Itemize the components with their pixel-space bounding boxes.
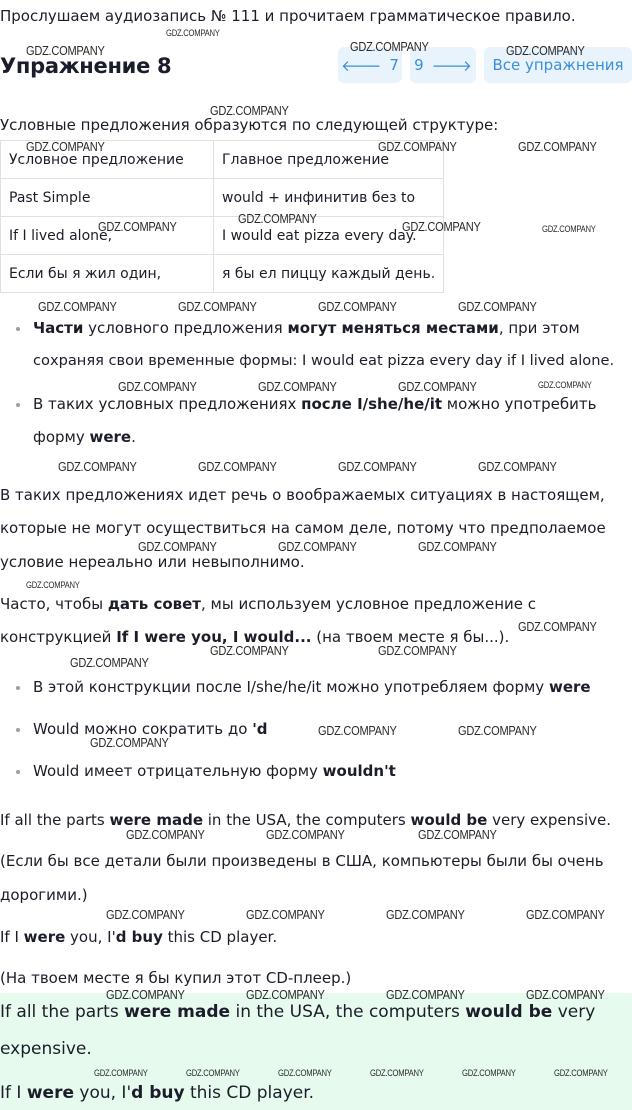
table-cell: Если бы я жил один, xyxy=(1,255,214,293)
watermark: GDZ.COMPANY xyxy=(186,1068,240,1078)
watermark: GDZ.COMPANY xyxy=(526,987,605,1002)
example-translation: (На твоем месте я бы купил этот CD-плеер.) xyxy=(0,969,352,987)
bullet-item: Would можно сократить до 'd xyxy=(33,720,268,738)
watermark: GDZ.COMPANY xyxy=(106,987,185,1002)
bullet-item: Would имеет отрицательную форму wouldn't xyxy=(33,762,396,780)
watermark: GDZ.COMPANY xyxy=(246,987,325,1002)
table-row xyxy=(1,255,444,293)
watermark: GDZ.COMPANY xyxy=(178,299,257,314)
watermark: GDZ.COMPANY xyxy=(98,219,177,234)
arrow-right-icon: 🡒 xyxy=(431,56,472,75)
watermark: GDZ.COMPANY xyxy=(106,907,185,922)
bullet-dot xyxy=(16,686,20,690)
structure-heading: Условные предложения образуются по следующей структуре: xyxy=(0,116,499,134)
watermark: GDZ.COMPANY xyxy=(166,28,220,38)
watermark: GDZ.COMPANY xyxy=(402,219,481,234)
paragraph-line: условие нереально или невыполнимо. xyxy=(0,553,305,571)
watermark: GDZ.COMPANY xyxy=(318,723,397,738)
watermark: GDZ.COMPANY xyxy=(278,1068,332,1078)
bullet-dot xyxy=(16,327,20,331)
answer-sentence-line: expensive. xyxy=(0,1039,92,1059)
watermark: GDZ.COMPANY xyxy=(90,735,169,750)
example-sentence: If all the parts were made in the USA, the computers would be very expensive. xyxy=(0,811,611,829)
watermark: GDZ.COMPANY xyxy=(70,655,149,670)
paragraph-line: которые не могут осуществиться на самом деле, потому что предполаемое xyxy=(0,519,606,537)
watermark: GDZ.COMPANY xyxy=(462,1068,516,1078)
watermark: GDZ.COMPANY xyxy=(118,379,197,394)
watermark: GDZ.COMPANY xyxy=(458,723,537,738)
watermark: GDZ.COMPANY xyxy=(26,43,105,58)
table-cell: would + инфинитив без to xyxy=(214,179,444,217)
watermark: GDZ.COMPANY xyxy=(378,139,457,154)
prev-exercise-button[interactable]: 🡐 7 xyxy=(338,47,402,83)
intro-text: Прослушаем аудиозапись № 111 и прочитаем грамматическое правило. xyxy=(0,7,576,25)
watermark: GDZ.COMPANY xyxy=(26,580,80,590)
watermark: GDZ.COMPANY xyxy=(38,299,117,314)
next-exercise-button[interactable]: 9 🡒 xyxy=(410,47,476,83)
watermark: GDZ.COMPANY xyxy=(58,459,137,474)
all-exercises-button[interactable]: Все упражнения xyxy=(484,47,632,83)
watermark: GDZ.COMPANY xyxy=(266,827,345,842)
watermark: GDZ.COMPANY xyxy=(370,1068,424,1078)
watermark: GDZ.COMPANY xyxy=(138,539,217,554)
watermark: GDZ.COMPANY xyxy=(126,827,205,842)
watermark: GDZ.COMPANY xyxy=(350,39,429,54)
watermark: GDZ.COMPANY xyxy=(458,299,537,314)
bullet-dot xyxy=(16,728,20,732)
watermark: GDZ.COMPANY xyxy=(538,380,592,390)
watermark: GDZ.COMPANY xyxy=(278,539,357,554)
watermark: GDZ.COMPANY xyxy=(542,224,596,234)
example-sentence: If I were you, I'd buy this CD player. xyxy=(0,928,278,946)
watermark: GDZ.COMPANY xyxy=(318,299,397,314)
example-translation: дорогими.) xyxy=(0,886,88,904)
watermark: GDZ.COMPANY xyxy=(378,643,457,658)
watermark: GDZ.COMPANY xyxy=(518,619,597,634)
watermark: GDZ.COMPANY xyxy=(506,43,585,58)
watermark: GDZ.COMPANY xyxy=(418,827,497,842)
arrow-left-icon: 🡐 xyxy=(341,56,382,75)
bullet-item: Части условного предложения могут меняться местами, при этом xyxy=(33,319,580,337)
paragraph-line: Часто, чтобы дать совет, мы используем условное предложение с xyxy=(0,595,536,613)
watermark: GDZ.COMPANY xyxy=(198,459,277,474)
watermark: GDZ.COMPANY xyxy=(94,1068,148,1078)
watermark: GDZ.COMPANY xyxy=(478,459,557,474)
watermark: GDZ.COMPANY xyxy=(386,987,465,1002)
watermark: GDZ.COMPANY xyxy=(338,459,417,474)
table-cell: Past Simple xyxy=(1,179,214,217)
table-cell: I would eat pizza every day. xyxy=(214,217,444,255)
table-cell: If I lived alone, xyxy=(1,217,214,255)
table-cell: Условное предложение xyxy=(1,141,214,179)
bullet-item: В таких условных предложениях после I/she/he/it можно употребить xyxy=(33,395,597,413)
bullet-dot xyxy=(16,770,20,774)
answer-sentence: If all the parts were made in the USA, the computers would be very xyxy=(0,1002,596,1022)
paragraph-line: конструкцией If I were you, I would... (на твоем месте я бы...). xyxy=(0,628,510,646)
table-cell: Главное предложение xyxy=(214,141,444,179)
exercise-title: Упражнение 8 xyxy=(0,54,172,78)
watermark: GDZ.COMPANY xyxy=(526,907,605,922)
table-row xyxy=(1,217,444,255)
bullet-item: В этой конструкции после I/she/he/it можно употребляем форму were xyxy=(33,678,591,696)
watermark: GDZ.COMPANY xyxy=(386,907,465,922)
bullet-item-line: форму were. xyxy=(33,428,136,446)
watermark: GDZ.COMPANY xyxy=(398,379,477,394)
bullet-dot xyxy=(16,403,20,407)
paragraph-line: В таких предложениях идет речь о воображаемых ситуациях в настоящем, xyxy=(0,486,605,504)
watermark: GDZ.COMPANY xyxy=(418,539,497,554)
watermark: GDZ.COMPANY xyxy=(26,139,105,154)
bullet-item-line: сохраняя свои временные формы: I would eat pizza every day if I lived alone. xyxy=(33,352,615,369)
watermark: GDZ.COMPANY xyxy=(210,643,289,658)
watermark: GDZ.COMPANY xyxy=(210,103,289,118)
watermark: GDZ.COMPANY xyxy=(238,211,317,226)
table-row xyxy=(1,179,444,217)
watermark: GDZ.COMPANY xyxy=(554,1068,608,1078)
example-translation: (Если бы все детали были произведены в США, компьютеры были бы очень xyxy=(0,852,604,870)
watermark: GDZ.COMPANY xyxy=(246,907,325,922)
structure-table xyxy=(0,140,444,293)
answer-sentence: If I were you, I'd buy this CD player. xyxy=(0,1083,315,1103)
table-cell: я бы ел пиццу каждый день. xyxy=(214,255,444,293)
watermark: GDZ.COMPANY xyxy=(258,379,337,394)
watermark: GDZ.COMPANY xyxy=(518,139,597,154)
